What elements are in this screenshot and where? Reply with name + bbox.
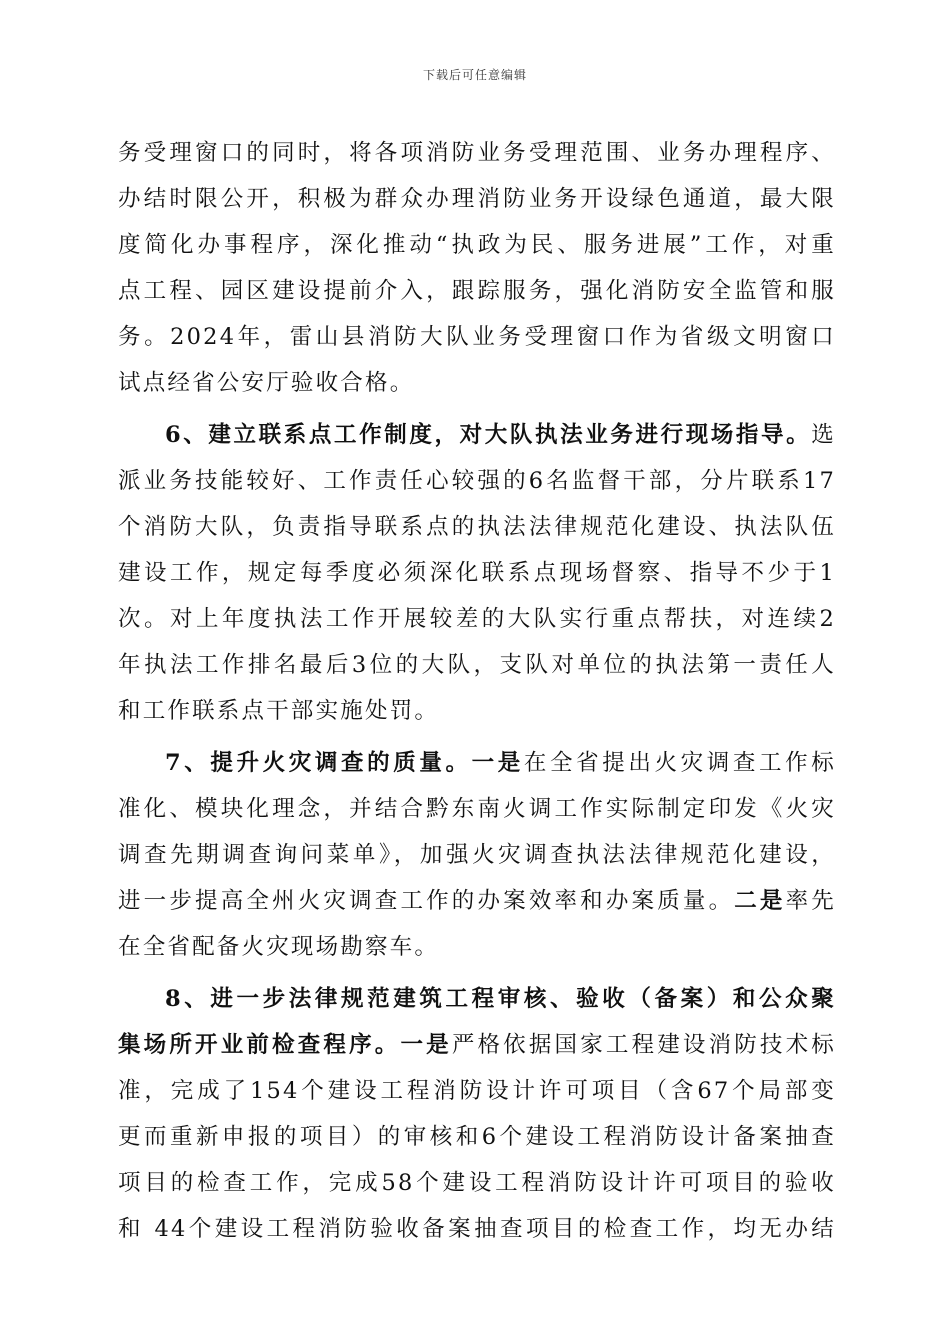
document-body: [118, 130, 836, 1252]
text-line: [118, 1022, 836, 1068]
text-span: 率先: [785, 888, 836, 914]
text-line: 度简化办事程序，深化推动“执政为民、服务进展”工作，对重: [118, 232, 836, 258]
section-heading: 7、提升火灾调查的质量。: [165, 750, 472, 776]
text-line: 项目的检查工作，完成58个建设工程消防设计许可项目的验收: [118, 1170, 836, 1196]
text-line: 准，完成了154个建设工程消防设计许可项目（含67个局部变: [118, 1078, 836, 1104]
text-line: 年执法工作排名最后3位的大队，支队对单位的执法第一责任人: [118, 652, 836, 678]
paragraph-6: [118, 412, 836, 734]
text-line: [118, 740, 836, 786]
text-line: 次。对上年度执法工作开展较差的大队实行重点帮扶，对连续2: [118, 606, 836, 632]
text-line: 务。2024年，雷山县消防大队业务受理窗口作为省级文明窗口: [118, 324, 836, 350]
text-line: 更而重新申报的项目）的审核和6个建设工程消防设计备案抽查: [118, 1124, 836, 1150]
text-line: 在全省配备火灾现场勘察车。: [118, 934, 440, 960]
section-heading: 8、进一步法律规范建筑工程审核、验收（备案）和公众聚: [165, 986, 836, 1012]
text-span: 选: [811, 422, 836, 448]
text-line: 准化、模块化理念，并结合黔东南火调工作实际制定印发《火灾: [118, 796, 836, 822]
text-line: 和工作联系点干部实施处罚。: [118, 698, 440, 724]
lead-term: 二是: [734, 888, 786, 914]
paragraph-1: [118, 130, 836, 406]
lead-term: 一是: [400, 1032, 452, 1058]
text-line: 和 44个建设工程消防验收备案抽查项目的检查工作，均无办结: [118, 1216, 836, 1242]
text-span: 严格依据国家工程建设消防技术标: [451, 1032, 836, 1058]
section-heading-cont: 集场所开业前检查程序。: [118, 1032, 401, 1058]
text-line: 办结时限公开，积极为群众办理消防业务开设绿色通道，最大限: [118, 186, 836, 212]
text-line: 点工程、园区建设提前介入，跟踪服务，强化消防安全监管和服: [118, 278, 836, 304]
text-line: 试点经省公安厅验收合格。: [118, 370, 415, 396]
text-line: 调查先期调查询问菜单》，加强火灾调查执法法律规范化建设，: [118, 842, 836, 868]
page-header: 下载后可任意编辑: [422, 68, 527, 82]
text-span: 进一步提高全州火灾调查工作的办案效率和办案质量。: [118, 888, 735, 914]
paragraph-7: [118, 740, 836, 970]
text-line: [118, 878, 836, 924]
text-line: 建设工作，规定每季度必须深化联系点现场督察、指导不少于1: [118, 560, 836, 586]
lead-term: 一是: [471, 750, 524, 776]
text-line: [118, 412, 836, 458]
text-line: 派业务技能较好、工作责任心较强的6名监督干部，分片联系17: [118, 468, 836, 494]
text-span: 在全省提出火灾调查工作标: [523, 750, 836, 776]
paragraph-8: [118, 976, 836, 1252]
text-line: 个消防大队，负责指导联系点的执法法律规范化建设、执法队伍: [118, 514, 836, 540]
text-line: 务受理窗口的同时，将各项消防业务受理范围、业务办理程序、: [118, 140, 836, 166]
section-heading: 6、建立联系点工作制度，对大队执法业务进行现场指导。: [165, 422, 812, 448]
